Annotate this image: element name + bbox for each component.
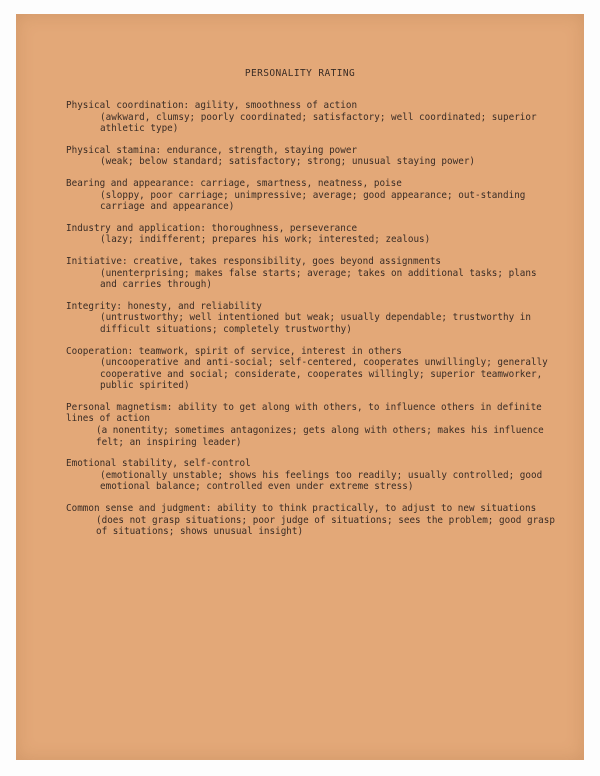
entry-description: (uncooperative and anti-social; self-centered, cooperates unwillingly; generally cooperative and social; considerate, cooperates willingly; superior teamworker, public spirited) [100,357,548,392]
entry-heading: Bearing and appearance: carriage, smartness, neatness, poise [66,177,402,189]
entry-cooperation [66,346,566,392]
entry-heading: Physical coordination: agility, smoothness of action [66,100,358,111]
entry-heading: Integrity: honesty, and reliability [66,300,262,312]
paper-sheet [16,14,584,760]
entry-heading: Personal magnetism: ability to get along with others, to influence others in definite lines of action [66,401,542,425]
entry-description: (a nonentity; sometimes antagonizes; gets along with others; makes his influence felt; an inspiring leader) [96,425,544,448]
entry-heading: Common sense and judgment: ability to think practically, to adjust to new situations [66,503,537,515]
rating-entries [66,100,566,548]
entry-heading: Cooperation: teamwork, spirit of service, interest in others [66,345,402,357]
entry-description: (sloppy, poor carriage; unimpressive; average; good appearance; out-standing carriage and appearance) [100,189,526,213]
entry-integrity [66,301,566,336]
entry-description: (weak; below standard; satisfactory; strong; unusual staying power) [100,156,476,168]
entry-description: (does not grasp situations; poor judge of situations; sees the problem; good grasp of situations; shows unusual insight) [96,514,555,538]
entry-physical-coordination [66,100,566,135]
document-title: PERSONALITY RATING [244,68,356,79]
entry-description: (lazy; indifferent; prepares his work; interested; zealous) [100,234,431,246]
entry-heading: Industry and application: thoroughness, perseverance [66,222,358,234]
entry-description: (awkward, clumsy; poorly coordinated; satisfactory; well coordinated; superior athletic type) [100,111,537,135]
entry-personal-magnetism [66,402,566,448]
entry-industry-application [66,223,566,246]
entry-initiative [66,256,566,291]
entry-heading: Emotional stability, self-control [66,458,251,470]
entry-physical-stamina [66,145,566,168]
entry-common-sense-judgment [66,503,566,538]
entry-bearing-appearance [66,178,566,213]
entry-heading: Physical stamina: endurance, strength, staying power [66,144,358,156]
entry-description: (untrustworthy; well intentioned but weak; usually dependable; trustworthy in difficult situations; completely trustworthy) [100,312,531,335]
entry-emotional-stability [66,458,566,493]
entry-description: (unenterprising; makes false starts; average; takes on additional tasks; plans and carries through) [100,267,537,291]
entry-description: (emotionally unstable; shows his feelings too readily; usually controlled; good emotional balance; controlled even under extreme stress) [100,469,543,493]
entry-heading: Initiative: creative, takes responsibility, goes beyond assignments [66,255,442,267]
